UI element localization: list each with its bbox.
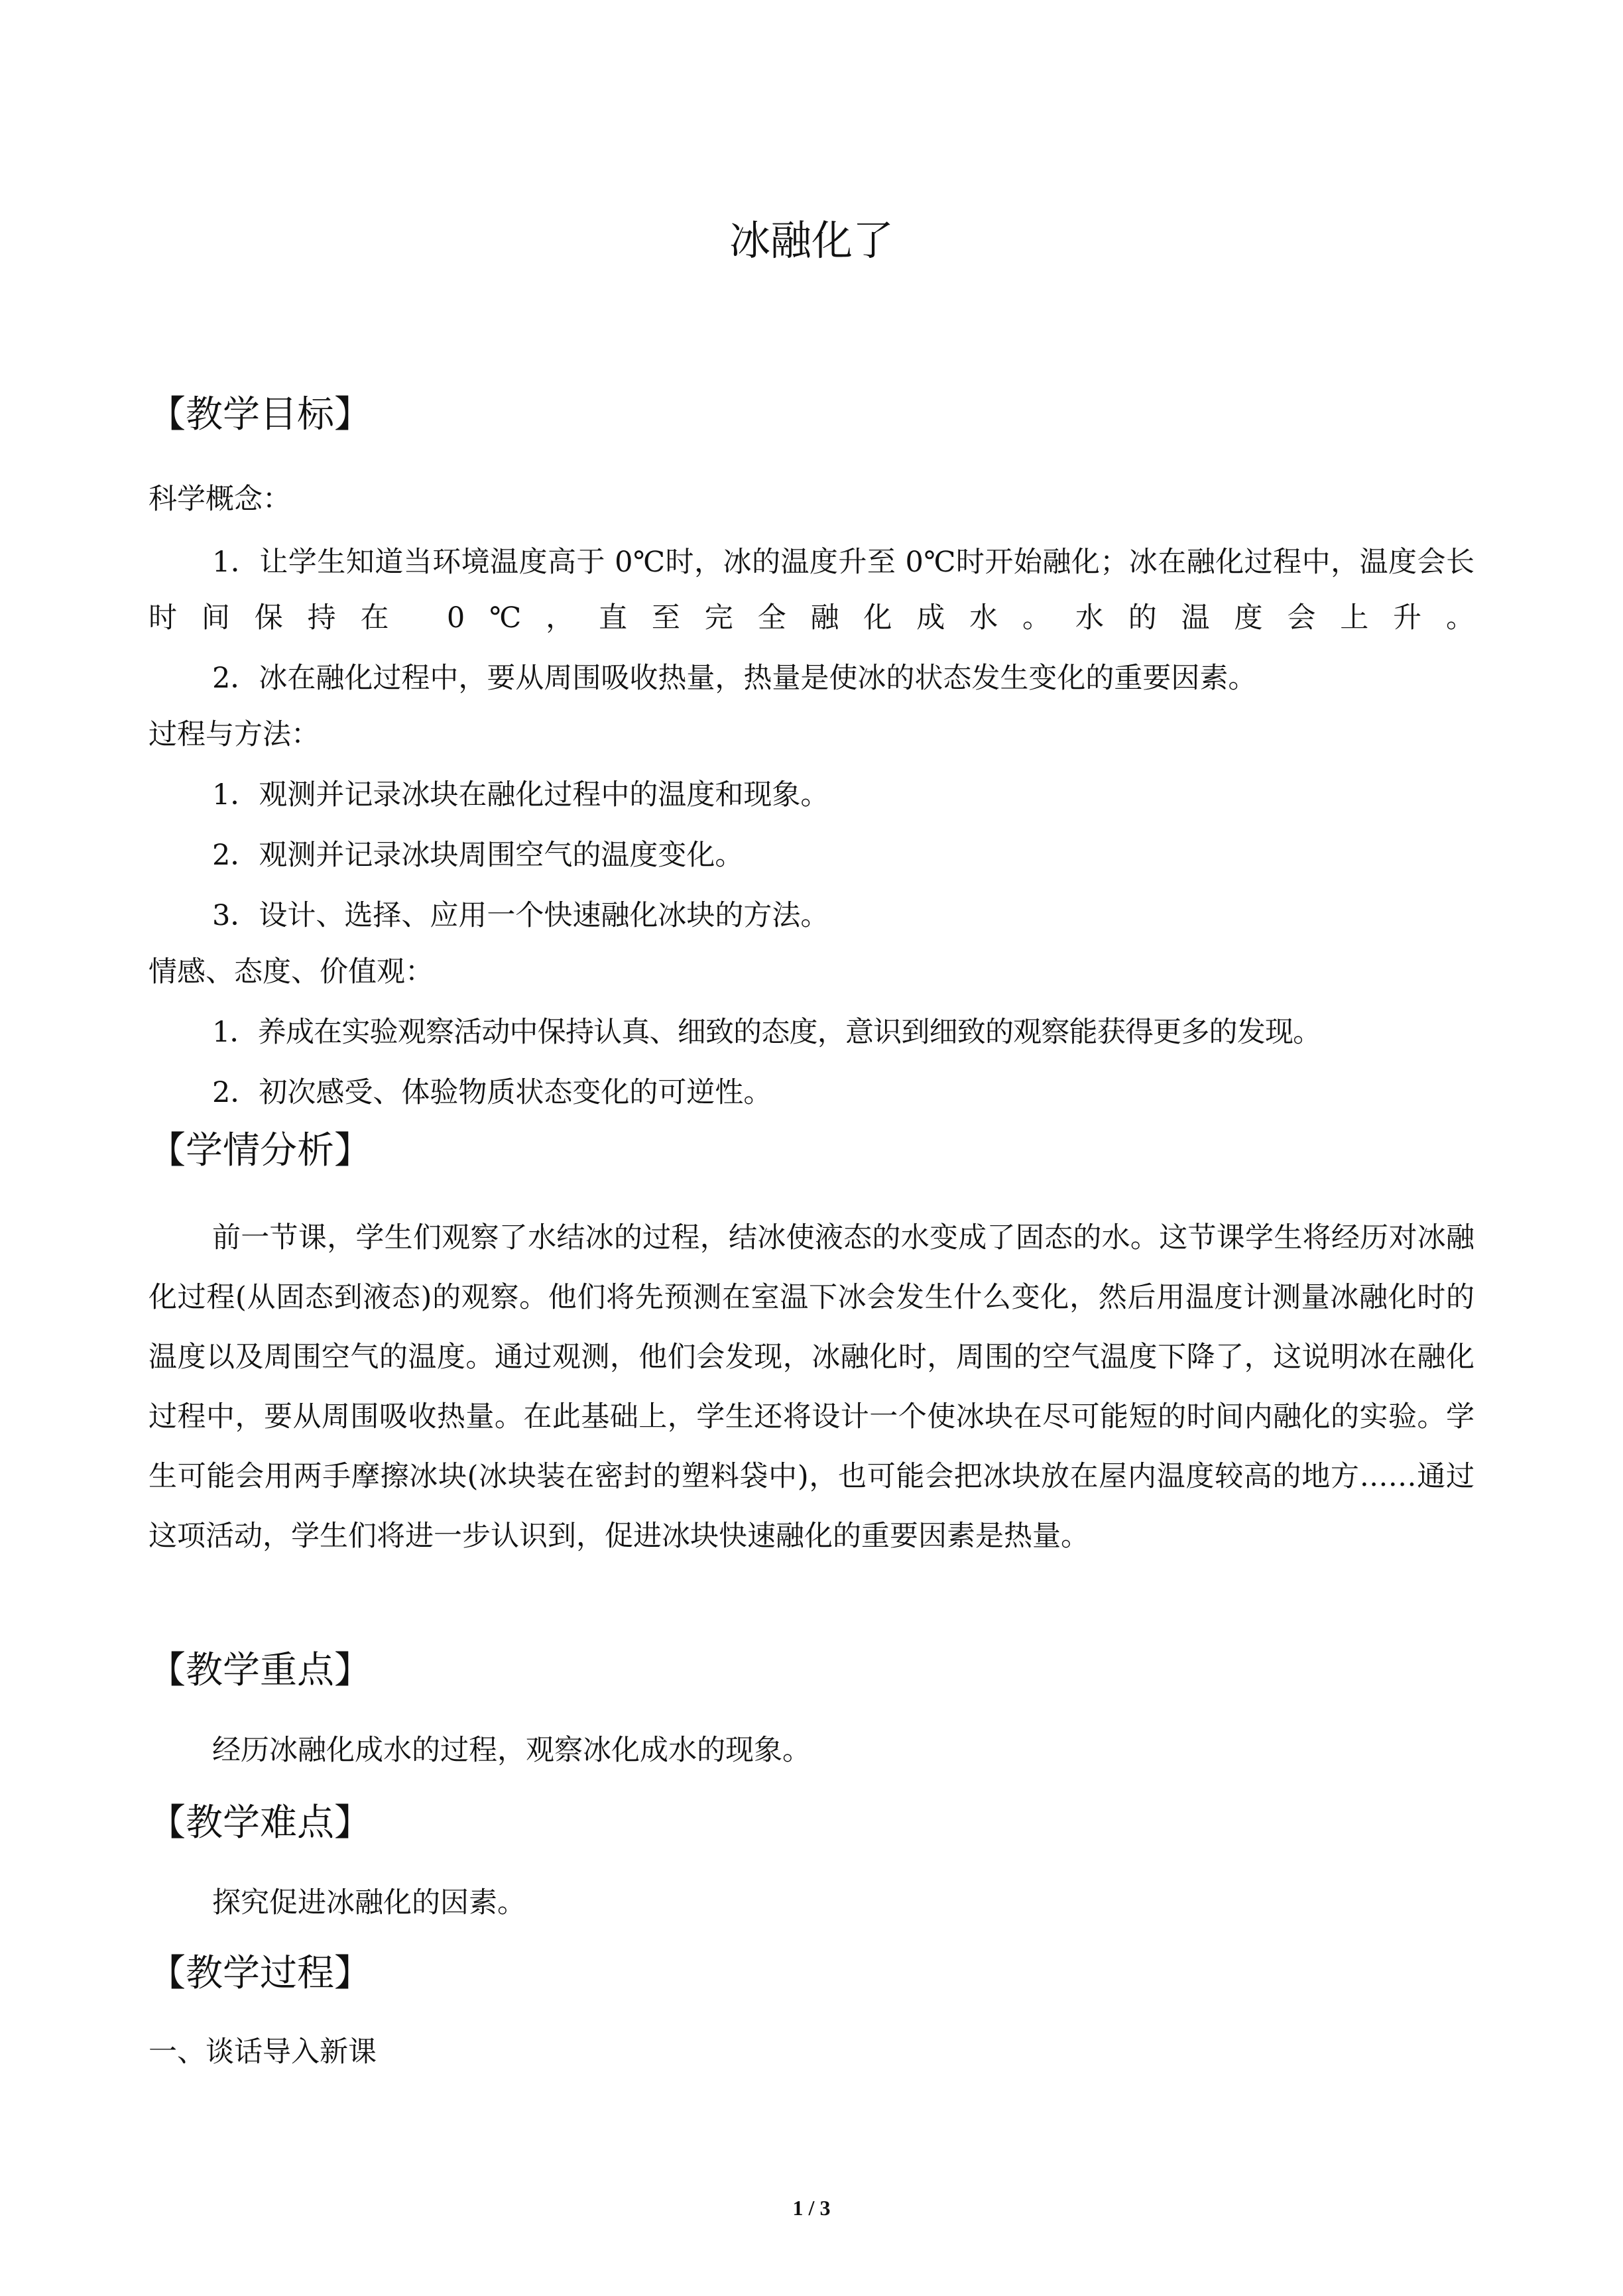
process-step-1: 一、谈话导入新课 [149, 2035, 377, 2069]
emotion-item-1: 1．养成在实验观察活动中保持认真、细致的态度，意识到细致的观察能获得更多的发现。 [212, 1016, 1321, 1049]
section-heading-key: 【教学重点】 [149, 1649, 371, 1692]
page-number: 1 / 3 [792, 2196, 831, 2220]
section-heading-difficulty: 【教学难点】 [149, 1801, 371, 1844]
section-heading-process: 【教学过程】 [149, 1952, 371, 1995]
emotion-label: 情感、态度、价值观： [149, 955, 434, 989]
method-label: 过程与方法： [149, 718, 320, 751]
section-heading-analysis: 【学情分析】 [149, 1129, 371, 1172]
concept-item-1: 1．让学生知道当环境温度高于 0℃时，冰的温度升至 0℃时开始融化；冰在融化过程中，温度会长时间保持在 0℃，直至完全融化成水。水的温度会上升。 [149, 546, 1474, 634]
document-title: 冰融化了 [729, 216, 894, 265]
emotion-item-2: 2．初次感受、体验物质状态变化的可逆性。 [212, 1076, 772, 1109]
method-item-2: 2．观测并记录冰块周围空气的温度变化。 [212, 839, 744, 872]
method-item-3: 3．设计、选择、应用一个快速融化冰块的方法。 [212, 899, 829, 932]
concept-label: 科学概念： [149, 483, 291, 516]
difficulty-text: 探究促进冰融化的因素。 [212, 1886, 526, 1919]
section-heading-goals: 【教学目标】 [149, 393, 371, 436]
method-item-1: 1．观测并记录冰块在融化过程中的温度和现象。 [212, 778, 829, 812]
key-point-text: 经历冰融化成水的过程，观察冰化成水的现象。 [212, 1734, 811, 1767]
analysis-paragraph: 前一节课，学生们观察了水结冰的过程，结冰使液态的水变成了固态的水。这节课学生将经历对冰融化过程(从固态到液态)的观察。他们将先预测在室温下冰会发生什么变化，然后用温度计测量冰融化时的温度以及周围空气的温度。通过观测，他们会发现，冰融化时，周围的空气温度下降了，这说明冰在融化过程中，要从周围吸收热量。在此基础上，学生还将设计一个使冰块在尽可能短的时间内融化的实验。学生可能会用两手摩擦冰块(冰块装在密封的塑料袋中)，也可能会把冰块放在屋内温度较高的地方……通过这项活动，学生们将进一步认识到，促进冰块快速融化的重要因素是热量。 [149, 1221, 1474, 1553]
concept-item-2: 2．冰在融化过程中，要从周围吸收热量，热量是使冰的状态发生变化的重要因素。 [212, 662, 1257, 695]
